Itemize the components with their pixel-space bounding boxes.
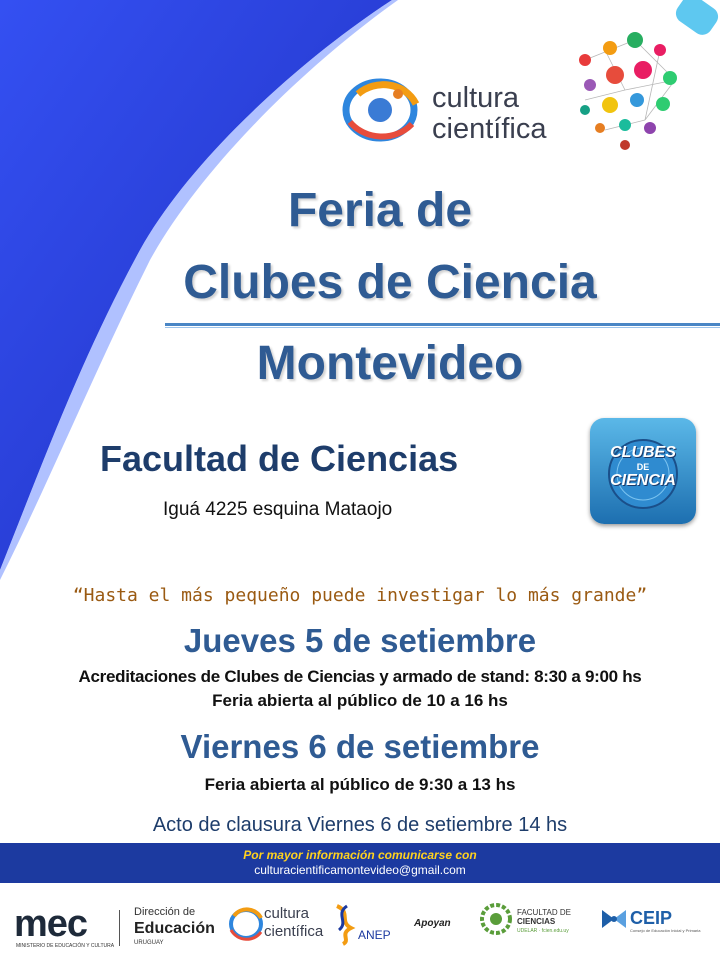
badge-line-1: CLUBES [610, 444, 676, 461]
sponsor-divider [119, 910, 120, 946]
ceip-logo-subtitle: Consejo de Educación Inicial y Primaria [630, 928, 701, 933]
cultura-cientifica-small-logo-icon [226, 902, 266, 946]
title-line-3: Montevideo [256, 337, 524, 390]
day2-title: Viernes 6 de setiembre [180, 728, 540, 765]
ceip-logo-text: CEIP [630, 908, 673, 928]
cultura-cientifica-logo-icon [340, 74, 430, 144]
facultad-logo-line3: UDELAR · fcien.edu.uy [517, 928, 569, 934]
badge-line-2: DE [636, 462, 650, 472]
cultura-cientifica-small-line1: cultura [264, 905, 310, 922]
anep-logo-icon [333, 902, 357, 946]
logo-text-cientifica: científica [432, 113, 547, 145]
badge-line-3: CIENCIA [610, 472, 676, 489]
info-title: Por mayor información comunicarse con [243, 848, 477, 862]
day1-detail-open: Feria abierta al público de 10 a 16 hs [212, 691, 508, 710]
title-line-2: Clubes de Ciencia [183, 256, 597, 309]
logo-text-cultura: cultura [432, 82, 520, 114]
direccion-logo-line3: URUGUAY [134, 940, 164, 946]
day1-detail-accreditation: Acreditaciones de Clubes de Ciencias y armado de stand: 8:30 a 9:00 hs [78, 667, 642, 686]
cultura-cientifica-small-line2: científica [264, 923, 324, 940]
title-divider [165, 323, 720, 326]
day1-title: Jueves 5 de setiembre [183, 622, 537, 659]
day2-detail-open: Feria abierta al público de 9:30 a 13 hs [204, 775, 516, 794]
venue-name: Facultad de Ciencias [100, 438, 459, 479]
mec-logo-text: mec [14, 903, 88, 945]
motto-quote: “Hasta el más pequeño puede investigar lo más grande” [72, 585, 648, 606]
closing-ceremony: Acto de clausura Viernes 6 de setiembre 14 hs [152, 814, 568, 836]
facultad-logo-line2: CIENCIAS [517, 917, 556, 926]
contact-email-link[interactable]: culturacientificamontevideo@gmail.com [254, 863, 466, 877]
direccion-logo-line2: Educación [134, 920, 215, 937]
facultad-ciencias-logo-icon [478, 900, 514, 938]
anep-logo-text: ANEP [358, 928, 391, 942]
clubes-de-ciencia-badge [590, 418, 696, 524]
direccion-logo-line1: Dirección de [134, 906, 196, 918]
facultad-logo-line1: FACULTAD DE [517, 908, 571, 917]
apoyan-label: Apoyan [414, 918, 451, 929]
title-line-1: Feria de [287, 184, 473, 237]
lightbulb-network-icon [565, 0, 720, 155]
venue-address: Iguá 4225 esquina Mataojo [163, 499, 393, 520]
ceip-logo-icon [600, 906, 628, 932]
mec-logo-subtitle: MINISTERIO DE EDUCACIÓN Y CULTURA [16, 943, 115, 949]
title-divider-shadow [165, 327, 720, 328]
